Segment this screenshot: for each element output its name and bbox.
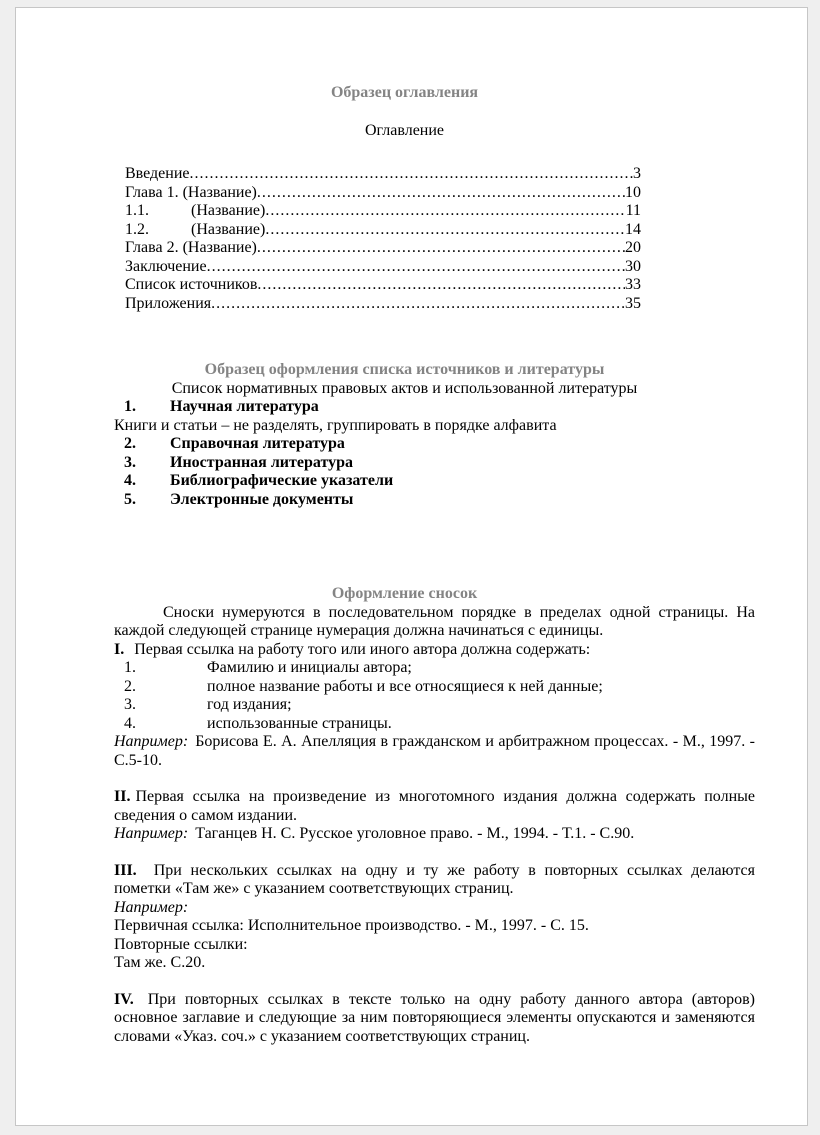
- toc-leader-dots: [265, 202, 625, 221]
- example-text: Таганцев Н. С. Русское уголовное право. - М., 1994. - Т.1. - С.90.: [195, 825, 635, 842]
- subitem-text: год издания;: [207, 696, 292, 713]
- rule-1-subitem: [114, 678, 755, 697]
- source-category-label: Иностранная литература: [170, 453, 353, 471]
- rule-1-subitem: [114, 696, 755, 715]
- rule-text: Первая ссылка на произведение из многотомного издания должна содержать полные сведения о самом издании.: [114, 788, 755, 824]
- toc-entry-page: 3: [633, 165, 641, 182]
- subitem-number: 2.: [124, 677, 136, 695]
- toc-entry: [125, 239, 641, 258]
- footnote-rule-3: [114, 862, 755, 899]
- toc-entry-page: 35: [625, 294, 641, 312]
- toc-entry-page: 20: [625, 239, 641, 256]
- rule-text: При повторных ссылках в тексте только на одну работу данного автора (авторов) основное заглавие и следующие за ним повторяющиеся элементы опускаются и заменяются словами «Указ. соч.» с указанием соответствующих страниц.: [114, 990, 755, 1045]
- toc-title: Оглавление: [364, 121, 445, 139]
- source-category-number: 2.: [124, 435, 136, 452]
- toc-leader-dots: [190, 165, 634, 184]
- toc-entry: [125, 258, 641, 277]
- document-page: [15, 7, 808, 1126]
- blank-line: [114, 844, 755, 862]
- example-text: Борисова Е. А. Апелляция в гражданском и арбитражном процессах. - М., 1997. - С.5-10.: [114, 733, 755, 769]
- source-category-item: [114, 398, 755, 417]
- rule-number: II.: [114, 788, 131, 805]
- example-label: Например:: [114, 825, 189, 842]
- source-category-number: 3.: [124, 453, 136, 471]
- rule-number: III.: [114, 861, 137, 879]
- section-heading-footnotes: Оформление сносок: [331, 585, 478, 602]
- toc-entry-page: 30: [625, 257, 641, 275]
- toc-entry: [125, 184, 641, 203]
- rule-3-example-label-line: [114, 899, 755, 918]
- toc-entry: [125, 276, 641, 295]
- toc-entry-title: Введение: [125, 165, 190, 182]
- source-category-item: [114, 491, 755, 510]
- rule-text: Первая ссылка на работу того или иного автора должна содержать:: [134, 640, 591, 658]
- toc-entry-title: (Название): [191, 202, 266, 219]
- source-category-label: Электронные документы: [170, 490, 354, 508]
- source-category-item: [114, 472, 755, 491]
- footnote-rule-1: [114, 641, 755, 660]
- toc-entry-page: 33: [625, 276, 641, 293]
- rule-1-example: [114, 733, 755, 770]
- source-category-label: Библиографические указатели: [170, 472, 394, 489]
- toc-entry-title: (Название): [191, 220, 266, 238]
- toc-entry-title: Заключение: [125, 257, 207, 275]
- sources-sample-section: [114, 361, 755, 509]
- toc-leader-dots: [257, 239, 625, 258]
- rule-3-example-line: Повторные ссылки:: [114, 935, 248, 953]
- toc-entry: [125, 295, 641, 314]
- toc-leader-dots: [257, 184, 625, 203]
- toc-entry-title: Приложения: [125, 294, 212, 312]
- rule-number: IV.: [114, 990, 134, 1008]
- source-category-item: [114, 454, 755, 473]
- example-label: Например:: [114, 898, 189, 916]
- source-category-note: Книги и статьи – не разделять, группировать в порядке алфавита: [114, 416, 557, 434]
- rule-number: I.: [114, 640, 125, 658]
- toc-entry-page: 11: [625, 202, 641, 219]
- section-heading-toc-sample: Образец оглавления: [330, 84, 479, 101]
- source-category-number: 1.: [124, 398, 136, 415]
- toc-entry-title: Список источников: [125, 276, 258, 293]
- blank-line: [114, 973, 755, 991]
- source-category-number: 5.: [124, 490, 136, 508]
- source-category-number: 4.: [124, 472, 136, 489]
- rule-1-subitem: [114, 659, 755, 678]
- sources-list-title: Список нормативных правовых актов и использованной литературы: [171, 379, 638, 397]
- subitem-text: Фамилию и инициалы автора;: [207, 659, 412, 676]
- toc-entry-number: 1.1.: [125, 202, 149, 219]
- example-label: Например:: [114, 733, 189, 750]
- footnotes-section: [114, 585, 755, 1046]
- toc-entry: [125, 221, 641, 240]
- toc-leader-dots: [207, 258, 625, 277]
- toc-leader-dots: [211, 295, 625, 314]
- table-of-contents: [125, 165, 641, 313]
- rule-1-subitem: [114, 715, 755, 734]
- subitem-text: полное название работы и все относящиеся к ней данные;: [207, 677, 603, 695]
- toc-entry-number: 1.2.: [125, 220, 149, 238]
- source-category-label: Справочная литература: [170, 435, 345, 452]
- rule-3-example-line: Первичная ссылка: Исполнительное производство. - М., 1997. - С. 15.: [114, 917, 589, 934]
- subitem-number: 3.: [124, 696, 136, 713]
- toc-leader-dots: [265, 221, 625, 240]
- toc-entry-page: 10: [625, 183, 641, 201]
- section-heading-sources-sample: Образец оформления списка источников и литературы: [204, 361, 605, 378]
- toc-leader-dots: [257, 276, 625, 295]
- footnote-rule-2: [114, 788, 755, 825]
- rule-2-example: [114, 825, 755, 844]
- footnotes-intro-paragraph: Сноски нумеруются в последовательном порядке в пределах одной страницы. На каждой следующей странице нумерация должна начинаться с единицы.: [114, 603, 755, 639]
- subitem-number: 4.: [124, 714, 136, 732]
- toc-entry-page: 14: [625, 220, 641, 238]
- source-category-item: [114, 435, 755, 454]
- toc-entry: [125, 165, 641, 184]
- footnote-rule-4: [114, 991, 755, 1047]
- source-category-label: Научная литература: [170, 398, 319, 415]
- toc-entry: [125, 202, 641, 221]
- rule-3-example-line: Там же. С.20.: [114, 954, 206, 971]
- subitem-text: использованные страницы.: [207, 714, 392, 732]
- blank-line: [114, 770, 755, 788]
- toc-entry-title: Глава 2. (Название): [125, 239, 257, 256]
- rule-text: При нескольких ссылках на одну и ту же работу в повторных ссылках делаются пометки «Там же» с указанием соответствующих страниц.: [114, 861, 755, 897]
- subitem-number: 1.: [124, 659, 136, 676]
- toc-entry-title: Глава 1. (Название): [125, 183, 257, 201]
